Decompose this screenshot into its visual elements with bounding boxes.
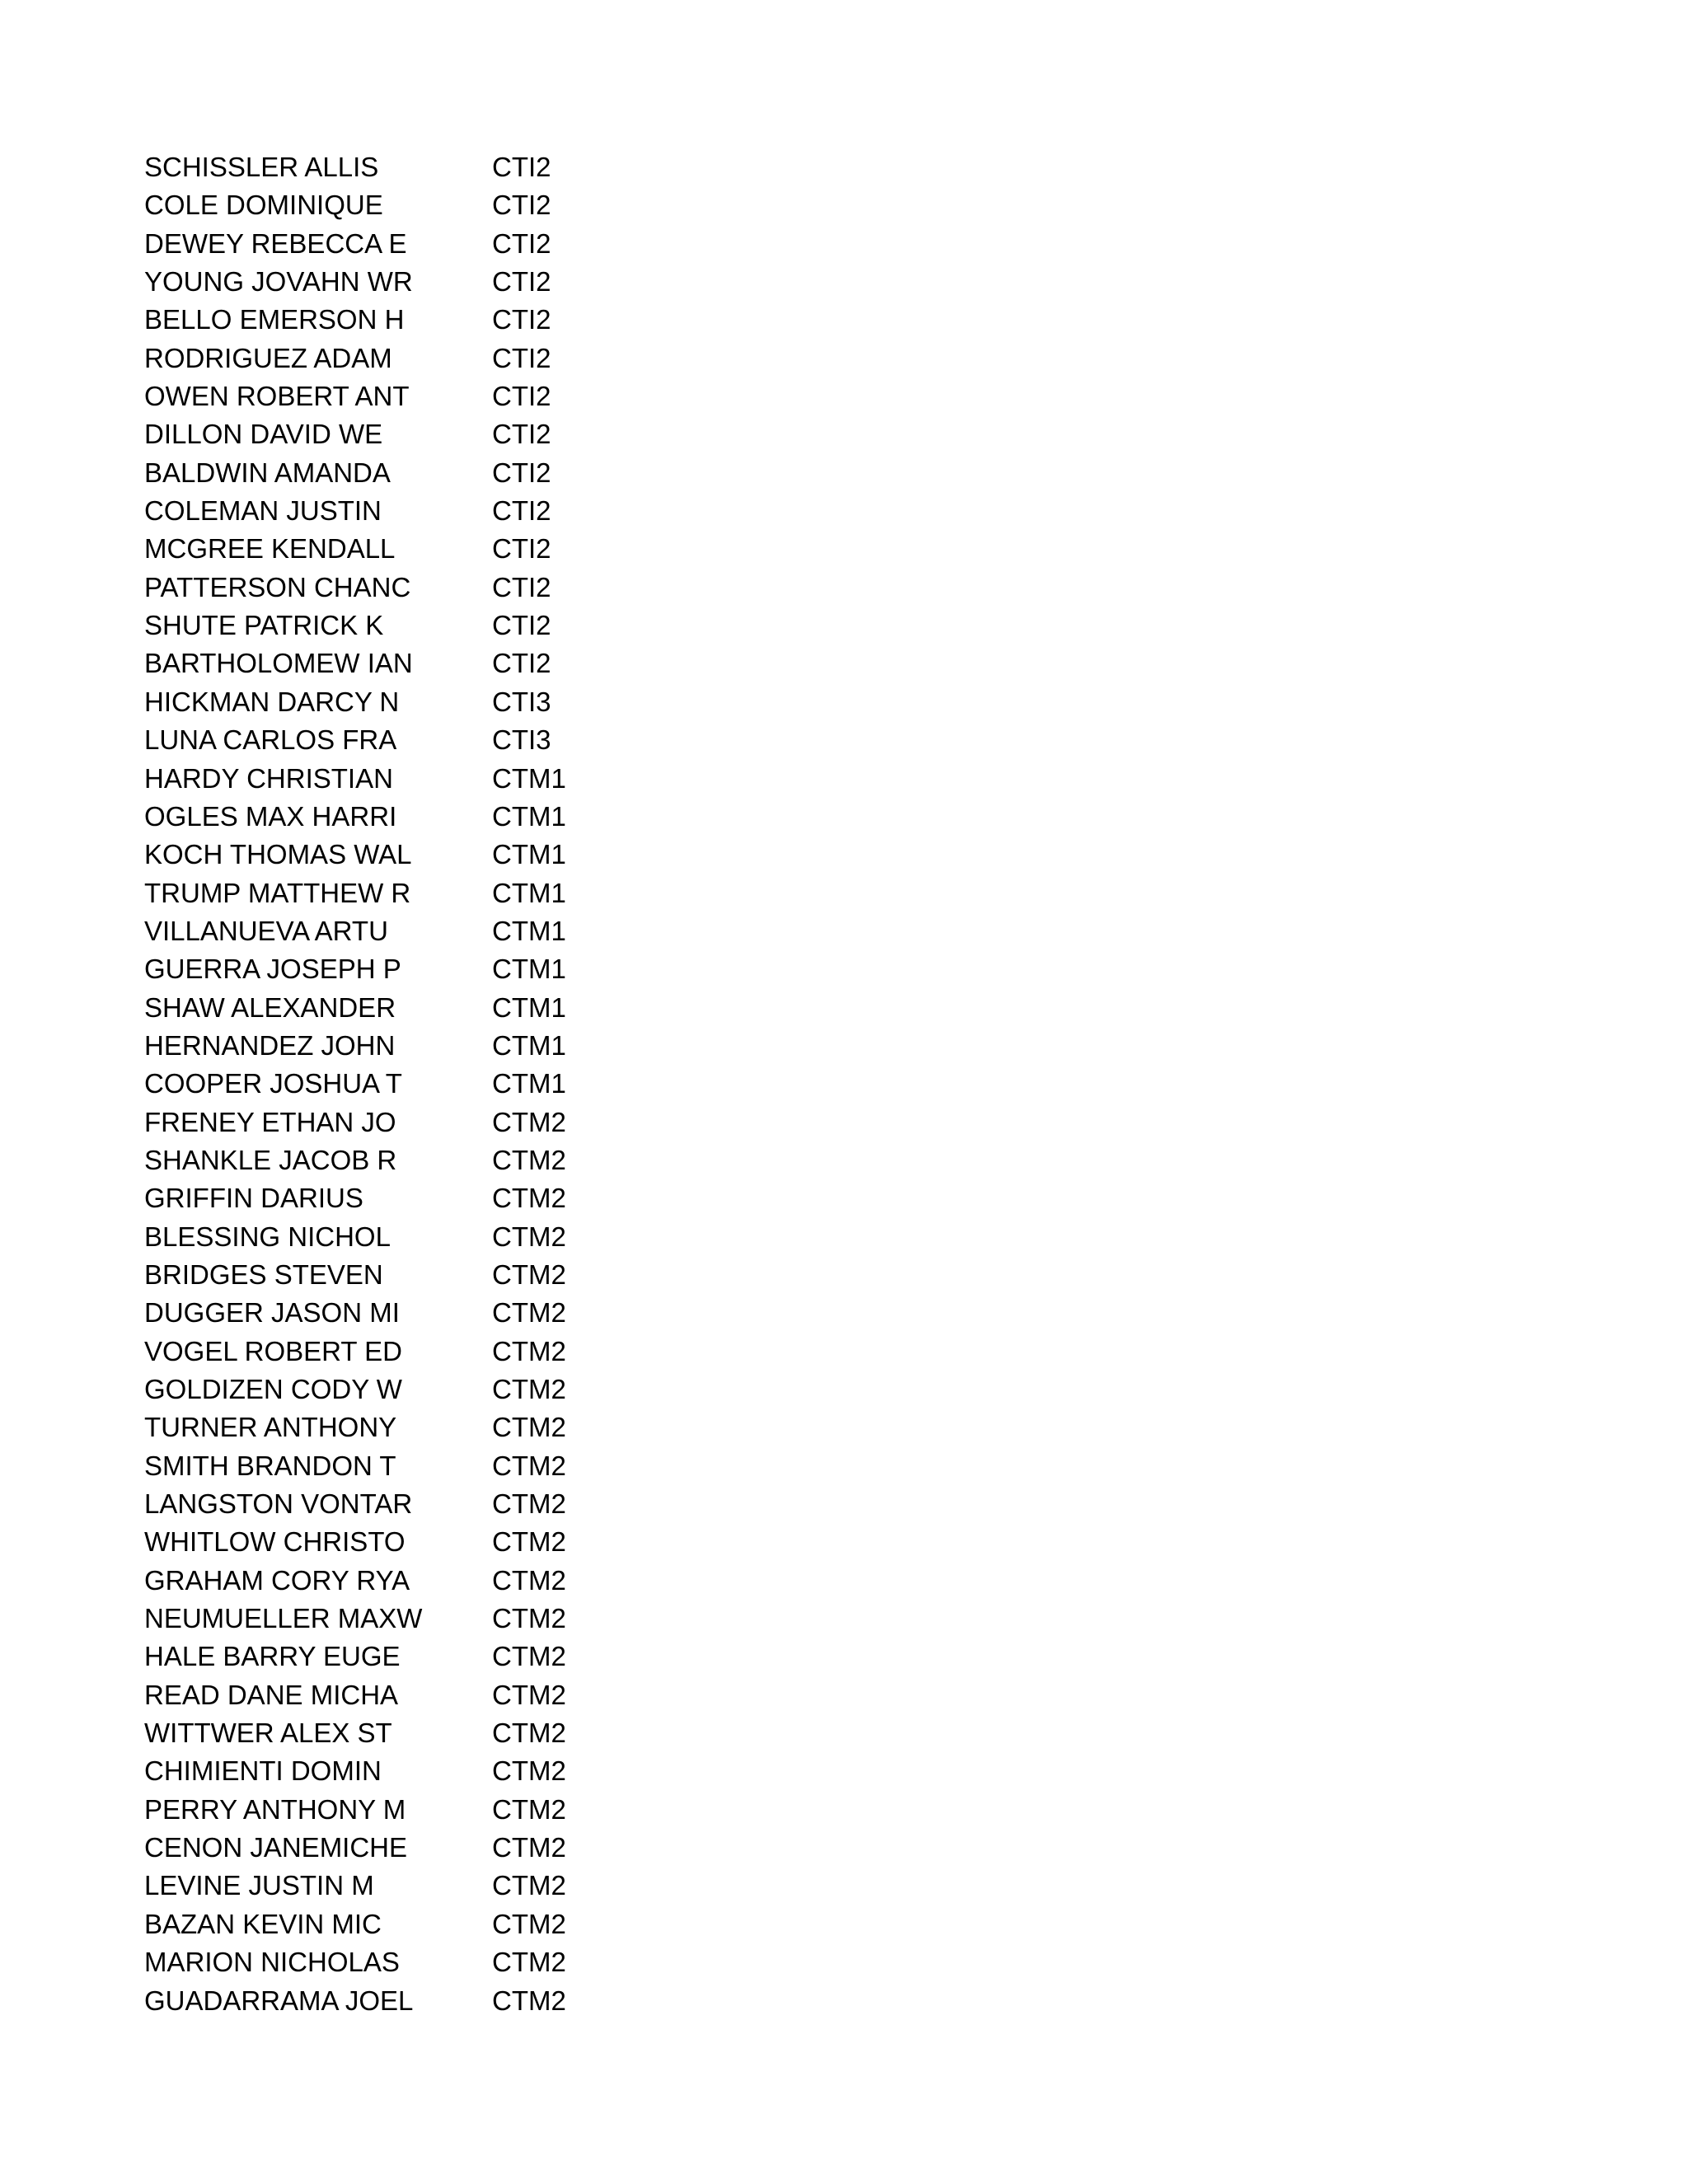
table-row: [144, 989, 721, 1027]
table-row: [144, 1943, 721, 1981]
table-row: [144, 1752, 721, 1790]
person-name: LANGSTON VONTAR: [144, 1488, 413, 1520]
rating-code: CTM2: [492, 1335, 566, 1366]
rating-code: CTM1: [492, 991, 566, 1023]
person-name: TRUMP MATTHEW R: [144, 877, 411, 908]
table-row: [144, 263, 721, 301]
table-row: [144, 1485, 721, 1523]
table-row: [144, 798, 721, 836]
person-name: PATTERSON CHANC: [144, 571, 411, 602]
table-row: [144, 301, 721, 339]
person-name: HERNANDEZ JOHN: [144, 1029, 396, 1061]
table-row: [144, 1676, 721, 1714]
person-name: WITTWER ALEX ST: [144, 1718, 392, 1749]
table-row: [144, 874, 721, 912]
rating-code: CTM2: [492, 1603, 566, 1634]
rating-code: CTM2: [492, 1718, 566, 1749]
person-name: FRENEY ETHAN JO: [144, 1106, 396, 1137]
table-row: [144, 1638, 721, 1675]
table-row: [144, 1218, 721, 1256]
table-row: [144, 1791, 721, 1829]
person-name: WHITLOW CHRISTO: [144, 1526, 406, 1558]
person-name: OWEN ROBERT ANT: [144, 381, 410, 412]
table-row: [144, 1104, 721, 1141]
table-row: [144, 1447, 721, 1485]
table-row: [144, 1141, 721, 1179]
table-row: [144, 721, 721, 759]
person-name: SMITH BRANDON T: [144, 1450, 396, 1481]
table-row: [144, 340, 721, 377]
person-name: CHIMIENTI DOMIN: [144, 1755, 382, 1787]
rating-code: CTM2: [492, 1947, 566, 1978]
rating-code: CTM1: [492, 954, 566, 985]
rating-code: CTM1: [492, 877, 566, 908]
rating-code: CTM2: [492, 1870, 566, 1901]
rating-code: CTM1: [492, 915, 566, 946]
rating-code: CTI2: [492, 648, 551, 679]
table-row: [144, 148, 721, 186]
person-name: READ DANE MICHA: [144, 1679, 399, 1710]
rating-code: CTI2: [492, 342, 551, 373]
table-row: [144, 1867, 721, 1905]
person-name: DILLON DAVID WE: [144, 419, 383, 450]
table-row: [144, 186, 721, 224]
person-name: BARTHOLOMEW IAN: [144, 648, 413, 679]
rating-code: CTM2: [492, 1297, 566, 1329]
table-row: [144, 569, 721, 607]
rating-code: CTI2: [492, 457, 551, 488]
rating-code: CTI3: [492, 724, 551, 756]
rating-code: CTI2: [492, 190, 551, 221]
person-name: OGLES MAX HARRI: [144, 800, 397, 832]
person-name: GUERRA JOSEPH P: [144, 954, 401, 985]
person-name: GUADARRAMA JOEL: [144, 1985, 414, 2016]
person-name: BALDWIN AMANDA: [144, 457, 391, 488]
person-name: KOCH THOMAS WAL: [144, 839, 412, 870]
person-name: DEWEY REBECCA E: [144, 227, 407, 259]
person-name: BELLO EMERSON H: [144, 304, 405, 335]
rating-code: CTI3: [492, 686, 551, 717]
table-row: [144, 1982, 721, 2020]
rating-code: CTM1: [492, 1029, 566, 1061]
rating-code: CTM2: [492, 1755, 566, 1787]
rating-code: CTM2: [492, 1526, 566, 1558]
person-name: HICKMAN DARCY N: [144, 686, 400, 717]
rating-code: CTM2: [492, 1679, 566, 1710]
table-row: [144, 644, 721, 682]
person-name: SCHISSLER ALLIS: [144, 152, 379, 182]
table-row: [144, 225, 721, 263]
table-row: [144, 760, 721, 798]
roster-list: [144, 148, 721, 2020]
table-row: [144, 1408, 721, 1446]
rating-code: CTM2: [492, 1450, 566, 1481]
rating-code: CTI2: [492, 610, 551, 641]
person-name: MCGREE KENDALL: [144, 533, 396, 565]
person-name: HARDY CHRISTIAN: [144, 762, 393, 794]
rating-code: CTI2: [492, 419, 551, 450]
table-row: [144, 1600, 721, 1638]
person-name: NEUMUELLER MAXW: [144, 1603, 423, 1634]
person-name: COLEMAN JUSTIN: [144, 495, 382, 527]
rating-code: CTM2: [492, 1412, 566, 1443]
table-row: [144, 1179, 721, 1217]
table-row: [144, 377, 721, 415]
table-row: [144, 1027, 721, 1065]
person-name: BLESSING NICHOL: [144, 1221, 391, 1252]
table-row: [144, 836, 721, 874]
table-row: [144, 1714, 721, 1752]
person-name: SHAW ALEXANDER: [144, 991, 396, 1023]
table-row: [144, 950, 721, 988]
person-name: VILLANUEVA ARTU: [144, 915, 388, 946]
table-row: [144, 1065, 721, 1103]
rating-code: CTM2: [492, 1985, 566, 2016]
person-name: PERRY ANTHONY M: [144, 1793, 406, 1825]
table-row: [144, 683, 721, 721]
rating-code: CTM2: [492, 1106, 566, 1137]
table-row: [144, 1829, 721, 1867]
rating-code: CTI2: [492, 152, 551, 182]
person-name: CENON JANEMICHE: [144, 1832, 408, 1863]
rating-code: CTM1: [492, 1068, 566, 1099]
rating-code: CTM2: [492, 1183, 566, 1214]
rating-code: CTM1: [492, 800, 566, 832]
rating-code: CTM1: [492, 839, 566, 870]
table-row: [144, 415, 721, 453]
table-row: [144, 1256, 721, 1294]
person-name: SHUTE PATRICK K: [144, 610, 384, 641]
table-row: [144, 1523, 721, 1561]
rating-code: CTI2: [492, 533, 551, 565]
rating-code: CTM2: [492, 1641, 566, 1672]
rating-code: CTM2: [492, 1374, 566, 1404]
table-row: [144, 912, 721, 950]
table-row: [144, 1294, 721, 1332]
person-name: SHANKLE JACOB R: [144, 1144, 397, 1175]
rating-code: CTI2: [492, 266, 551, 298]
table-row: [144, 492, 721, 530]
person-name: GOLDIZEN CODY W: [144, 1374, 402, 1404]
rating-code: CTM2: [492, 1832, 566, 1863]
person-name: LEVINE JUSTIN M: [144, 1870, 374, 1901]
person-name: GRIFFIN DARIUS: [144, 1183, 363, 1214]
table-row: [144, 454, 721, 492]
table-row: [144, 1562, 721, 1600]
rating-code: CTM2: [492, 1488, 566, 1520]
rating-code: CTI2: [492, 227, 551, 259]
person-name: DUGGER JASON MI: [144, 1297, 400, 1329]
person-name: COLE DOMINIQUE: [144, 190, 383, 221]
table-row: [144, 607, 721, 644]
rating-code: CTM2: [492, 1564, 566, 1596]
rating-code: CTM1: [492, 762, 566, 794]
rating-code: CTI2: [492, 381, 551, 412]
person-name: RODRIGUEZ ADAM: [144, 342, 392, 373]
person-name: VOGEL ROBERT ED: [144, 1335, 402, 1366]
rating-code: CTI2: [492, 304, 551, 335]
rating-code: CTM2: [492, 1908, 566, 1939]
table-row: [144, 1371, 721, 1408]
person-name: TURNER ANTHONY: [144, 1412, 397, 1443]
rating-code: CTM2: [492, 1144, 566, 1175]
person-name: HALE BARRY EUGE: [144, 1641, 401, 1672]
person-name: GRAHAM CORY RYA: [144, 1564, 410, 1596]
rating-code: CTI2: [492, 495, 551, 527]
person-name: MARION NICHOLAS: [144, 1947, 400, 1978]
person-name: YOUNG JOVAHN WR: [144, 266, 413, 298]
rating-code: CTM2: [492, 1793, 566, 1825]
person-name: COOPER JOSHUA T: [144, 1068, 402, 1099]
rating-code: CTI2: [492, 571, 551, 602]
person-name: BRIDGES STEVEN: [144, 1258, 383, 1290]
person-name: BAZAN KEVIN MIC: [144, 1908, 382, 1939]
person-name: LUNA CARLOS FRA: [144, 724, 397, 756]
rating-code: CTM2: [492, 1258, 566, 1290]
table-row: [144, 530, 721, 568]
rating-code: CTM2: [492, 1221, 566, 1252]
table-row: [144, 1333, 721, 1371]
table-row: [144, 1905, 721, 1943]
